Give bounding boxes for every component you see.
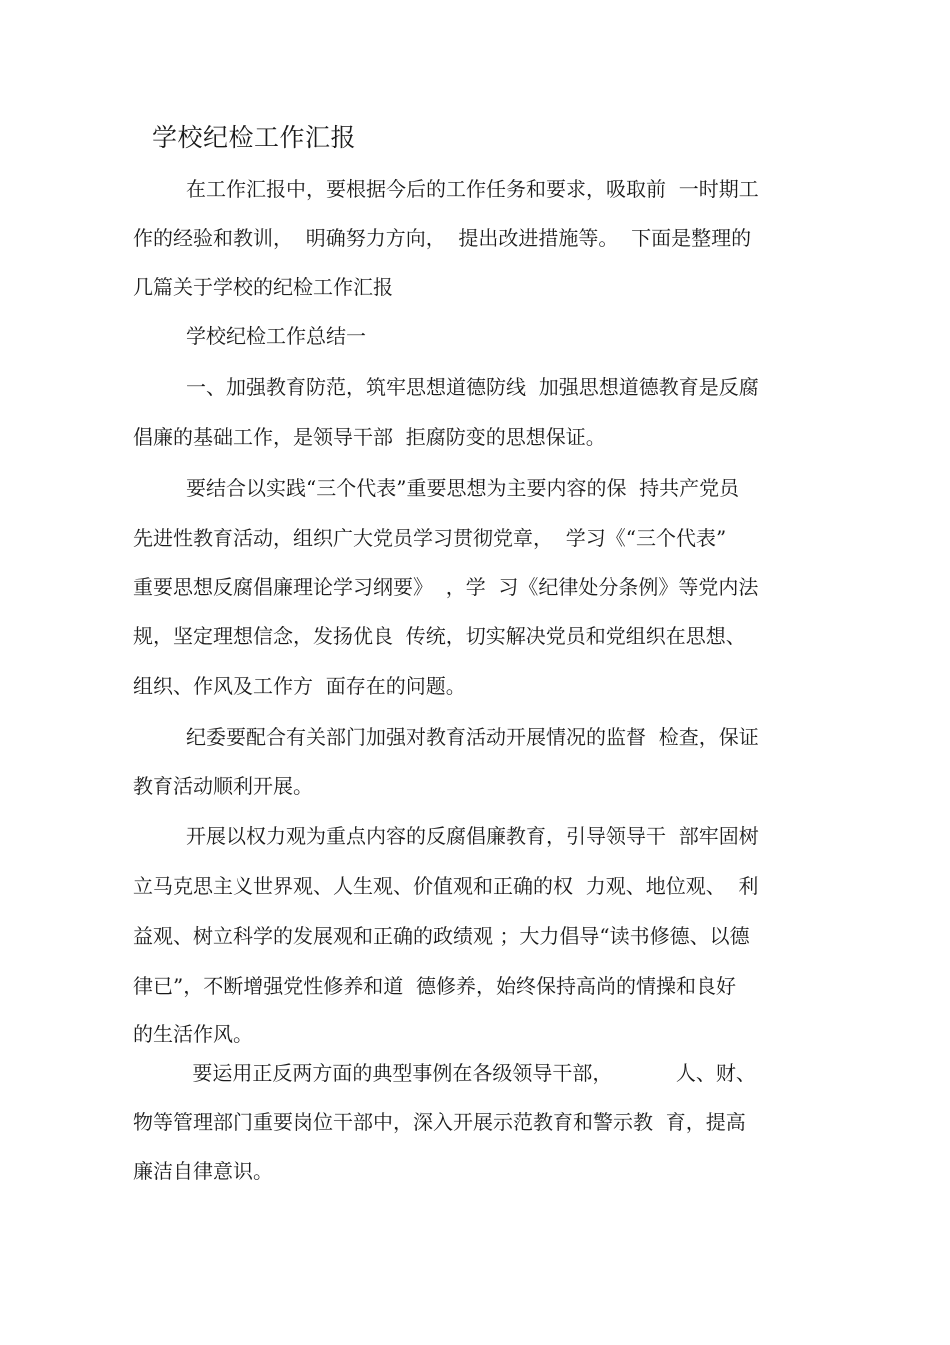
body-line: 律已”，不断增强党性修养和道 德修养，始终保持高尚的情操和良好 xyxy=(133,974,736,998)
body-line: 立马克思主义世界观、人生观、价值观和正确的权 力观、地位观、 利 xyxy=(133,874,759,898)
body-line: 的生活作风。 xyxy=(133,1022,253,1046)
body-line: 纪委要配合有关部门加强对教育活动开展情况的监督 检查，保证 xyxy=(186,725,759,749)
body-line: 一、加强教育防范，筑牢思想道德防线 加强思想道德教育是反腐 xyxy=(186,375,759,399)
body-line: 倡廉的基础工作，是领导干部 拒腐防变的思想保证。 xyxy=(133,425,606,449)
body-line: 在工作汇报中，要根据今后的工作任务和要求，吸取前 一时期工 xyxy=(186,177,759,201)
body-line: 先进性教育活动，组织广大党员学习贯彻党章， 学习《“三个代表” xyxy=(133,526,727,550)
body-line: 几篇关于学校的纪检工作汇报 xyxy=(133,275,393,299)
body-line: 廉洁自律意识。 xyxy=(133,1159,273,1183)
body-line: 开展以权力观为重点内容的反腐倡廉教育，引导领导干 部牢固树 xyxy=(186,824,759,848)
section-heading: 学校纪检工作总结一 xyxy=(186,324,366,348)
document-title: 学校纪检工作汇报 xyxy=(152,123,357,152)
body-line: 重要思想反腐倡廉理论学习纲要》 ，学 习《纪律处分条例》等党内法 xyxy=(133,575,759,599)
body-line: 规，坚定理想信念，发扬优良 传统，切实解决党员和党组织在思想、 xyxy=(133,624,746,648)
body-line: 物等管理部门重要岗位干部中，深入开展示范教育和警示教 育，提高 xyxy=(133,1110,746,1134)
body-line: 要运用正反两方面的典型事例在各级领导干部， 人、财、 xyxy=(186,1061,756,1085)
body-line: 作的经验和教训， 明确努力方向， 提出改进措施等。 下面是整理的 xyxy=(133,226,752,250)
body-line: 教育活动顺利开展。 xyxy=(133,774,313,798)
body-line: 组织、作风及工作方 面存在的问题。 xyxy=(133,674,466,698)
body-line: 要结合以实践“三个代表”重要思想为主要内容的保 持共产党员 xyxy=(186,476,740,500)
body-line: 益观、树立科学的发展观和正确的政绩观 ；大力倡导“读书修德、以德 xyxy=(133,924,750,948)
